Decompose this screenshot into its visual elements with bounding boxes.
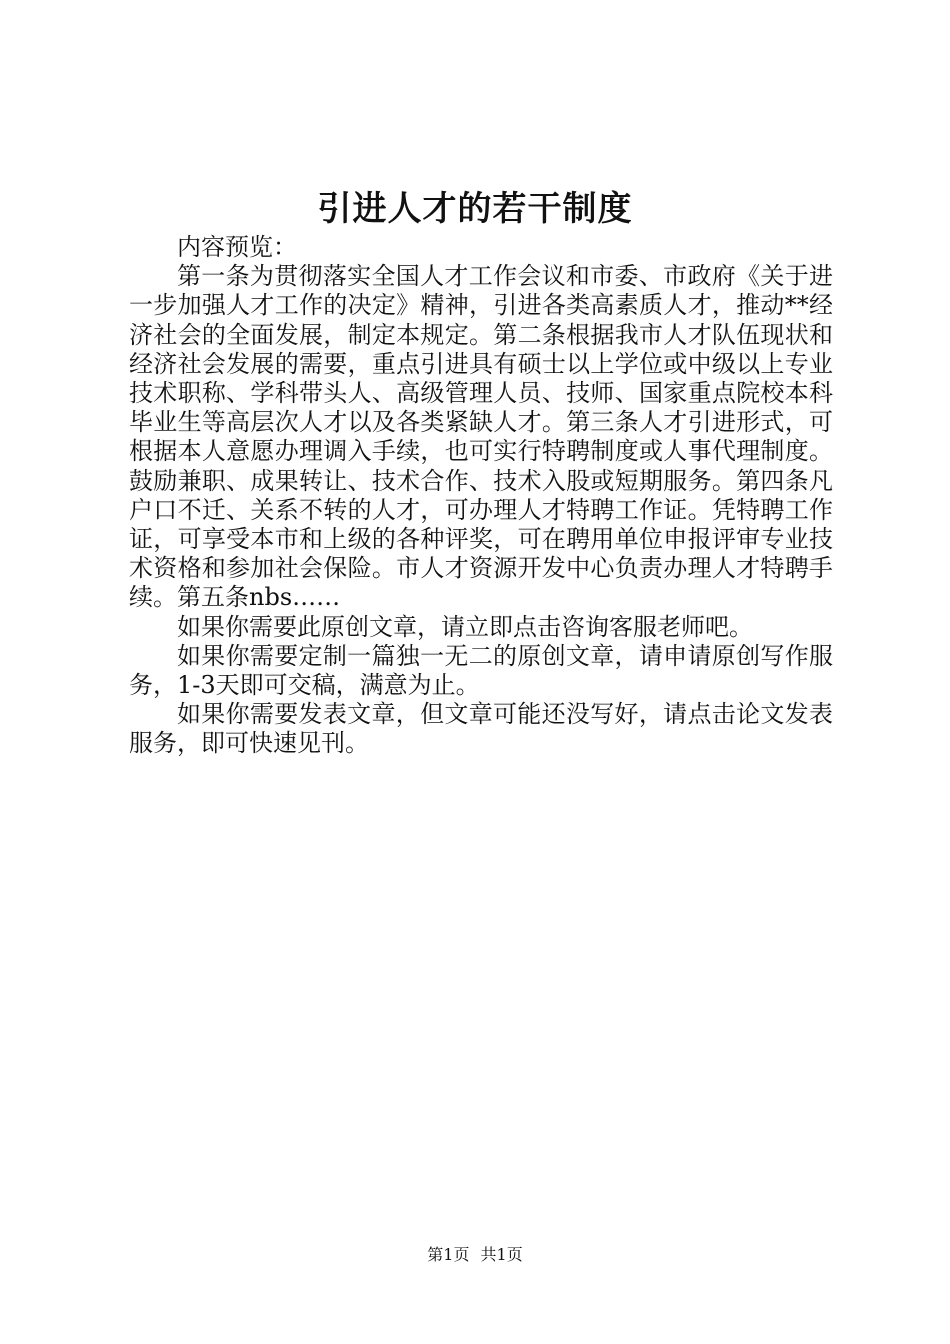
- note-custom-writing: 如果你需要定制一篇独一无二的原创文章，请申请原创写作服务，1-3天即可交稿，满意为止。: [129, 641, 833, 700]
- note-publishing: 如果你需要发表文章，但文章可能还没写好，请点击论文发表服务，即可快速见刊。: [129, 700, 833, 758]
- preview-label: 内容预览：: [177, 233, 297, 261]
- preview-paragraph: 第一条为贯彻落实全国人才工作会议和市委、市政府《关于进一步加强人才工作的决定》精神，引进各类高素质人才，推动**经济社会的全面发展，制定本规定。第二条根据我市人才队伍现状和经济社会发展的需要，重点引进具有硕士以上学位或中级以上专业技术职称、学科带头人、高级管理人员、技师、国家重点院校本科毕业生等高层次人才以及各类紧缺人才。第三条人才引进形式，可根据本人意愿办理调入手续，也可实行特聘制度或人事代理制度。鼓励兼职、成果转让、技术合作、技术入股或短期服务。第四条凡户口不迁、关系不转的人才，可办理人才特聘工作证。凭特聘工作证，可享受本市和上级的各种评奖，可在聘用单位申报评审专业技术资格和参加社会保险。市人才资源开发中心负责办理人才特聘手续。第五条nbs……: [129, 262, 833, 612]
- document-body: [129, 233, 833, 759]
- note-consult: 如果你需要此原创文章，请立即点击咨询客服老师吧。: [177, 612, 753, 641]
- page-footer: [0, 1240, 950, 1270]
- page-number: 第1页: [427, 1245, 470, 1264]
- document-title: 引进人才的若干制度: [317, 189, 633, 229]
- page-total: 共1页: [480, 1245, 523, 1264]
